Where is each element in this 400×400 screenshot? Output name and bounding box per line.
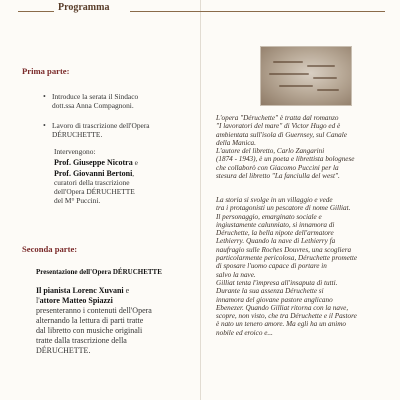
bullet-icon: • (43, 92, 46, 101)
text-line: Gilliat tenta l'impresa all'insaputa di tutti. (216, 278, 338, 287)
text-line: di sposare l'uomo capace di portare in (216, 262, 327, 271)
part2-description (36, 286, 194, 356)
page-title: Programma (58, 2, 110, 13)
photo-detail (307, 65, 335, 67)
curators-line: del M° Puccini. (54, 196, 101, 205)
part2-line: presenteranno i contenuti dell'Opera (36, 306, 152, 315)
photo-detail (313, 77, 337, 79)
photo-detail (273, 61, 303, 63)
text-line: della Manica. (216, 138, 256, 147)
item-line: Introduce la serata il Sindaco (52, 92, 139, 101)
item-line: Lavoro di trascrizione dell'Opera (52, 121, 150, 130)
paragraph-story (216, 196, 388, 337)
item-line: dott.ssa Anna Compagnoni. (52, 101, 134, 110)
paragraph-source (216, 114, 388, 180)
text-line: ingiustamente calunniato, si innamora di (216, 220, 335, 229)
part2-line (36, 296, 194, 306)
photo-detail (279, 85, 313, 87)
speaker-line (54, 158, 194, 167)
text-line: Durante la sua assenza Déruchette si (216, 287, 324, 296)
curators-line: curatori della trascrizione (54, 178, 130, 187)
text-line: Ebenezer. Quando Gilliat ritorna con la nave, (216, 303, 349, 312)
text-line: salvo la nave. (216, 270, 256, 279)
speaker-tail: e (132, 158, 138, 167)
bullet-icon: • (43, 121, 46, 130)
text-line: Il personaggio, emarginato sociale e (216, 212, 322, 221)
text-line: La storia si svolge in un villaggio e vede (216, 196, 333, 204)
part2-line: dal libretto con musiche originali (36, 326, 143, 335)
text-line: ambientata sull'isola di Guernsey, sul Canale (216, 130, 347, 139)
section-title-part2: Seconda parte: (22, 244, 78, 254)
page-fold (200, 0, 201, 400)
text-line: (1874 - 1943), è un poeta e librettista bolognese (216, 155, 355, 164)
part2-line (36, 286, 194, 296)
text-line: "I lavoratori del mare" di Victor Hugo ed è (216, 122, 341, 131)
header-rule-right (130, 11, 385, 12)
text-line: L'opera "Déruchette" è tratta dal romanzo (216, 114, 339, 122)
text-line: è nato un tenero amore. Ma egli ha un animo (216, 320, 347, 329)
speaker-tail: , (132, 169, 135, 178)
text-line: naufragio sulle Roches Douvres, una scogliera (216, 245, 352, 254)
manuscript-photo (260, 46, 352, 106)
text-line: particolarmente pericolosa, Déruchette promette (216, 254, 358, 263)
text-line: scopre, non visto, che tra Déruchette e il Pastore (216, 312, 357, 321)
presentation-heading: Presentazione dell'Opera DÉRUCHETTE (36, 268, 162, 276)
part2-line: tratte dalla trascrizione della (36, 336, 127, 345)
speakers-block (54, 158, 194, 205)
text-line: L'autore del libretto, Carlo Zangarini (216, 147, 325, 156)
photo-detail (317, 89, 339, 91)
actor-name: attore Matteo Spiazzi (39, 296, 113, 305)
text-line: che collaborò con Giacomo Puccini per la (216, 163, 339, 172)
text-line: Déruchette, la bella nipote dell'armatore (216, 229, 334, 238)
list-item-transcription (52, 121, 192, 139)
list-item-intro (52, 92, 192, 110)
part2-line: alternando la lettura di parti tratte (36, 316, 144, 325)
text-line: nobile ed eroico e... (216, 328, 273, 337)
speakers-intro: Intervengono: (54, 147, 96, 156)
part2-article: l' (36, 296, 40, 305)
speaker-name: Prof. Giovanni Bertoni (54, 169, 133, 178)
speaker-name: Prof. Giuseppe Nicotra (54, 158, 133, 167)
speaker-line (54, 169, 194, 178)
header-rule-left (18, 11, 54, 12)
text-line: innamora del giovane pastore anglicano (216, 295, 333, 304)
pianist-name: Il pianista Lorenc Xuvani (36, 286, 124, 295)
part2-line: DÉRUCHETTE. (36, 346, 91, 355)
section-title-part1: Prima parte: (22, 66, 70, 76)
curators-line: dell'Opera DÉRUCHETTE (54, 187, 135, 196)
part2-conj: e (123, 286, 130, 295)
text-line: stesura del libretto "La fanciulla del west". (216, 172, 340, 181)
photo-detail (269, 73, 309, 75)
item-line: DÉRUCHETTE. (52, 130, 103, 139)
text-line: Lethierry. Quando la nave di Lethierry fa (216, 237, 336, 246)
text-line: tra i protagonisti un pescatore di nome Gilliat. (216, 204, 351, 213)
